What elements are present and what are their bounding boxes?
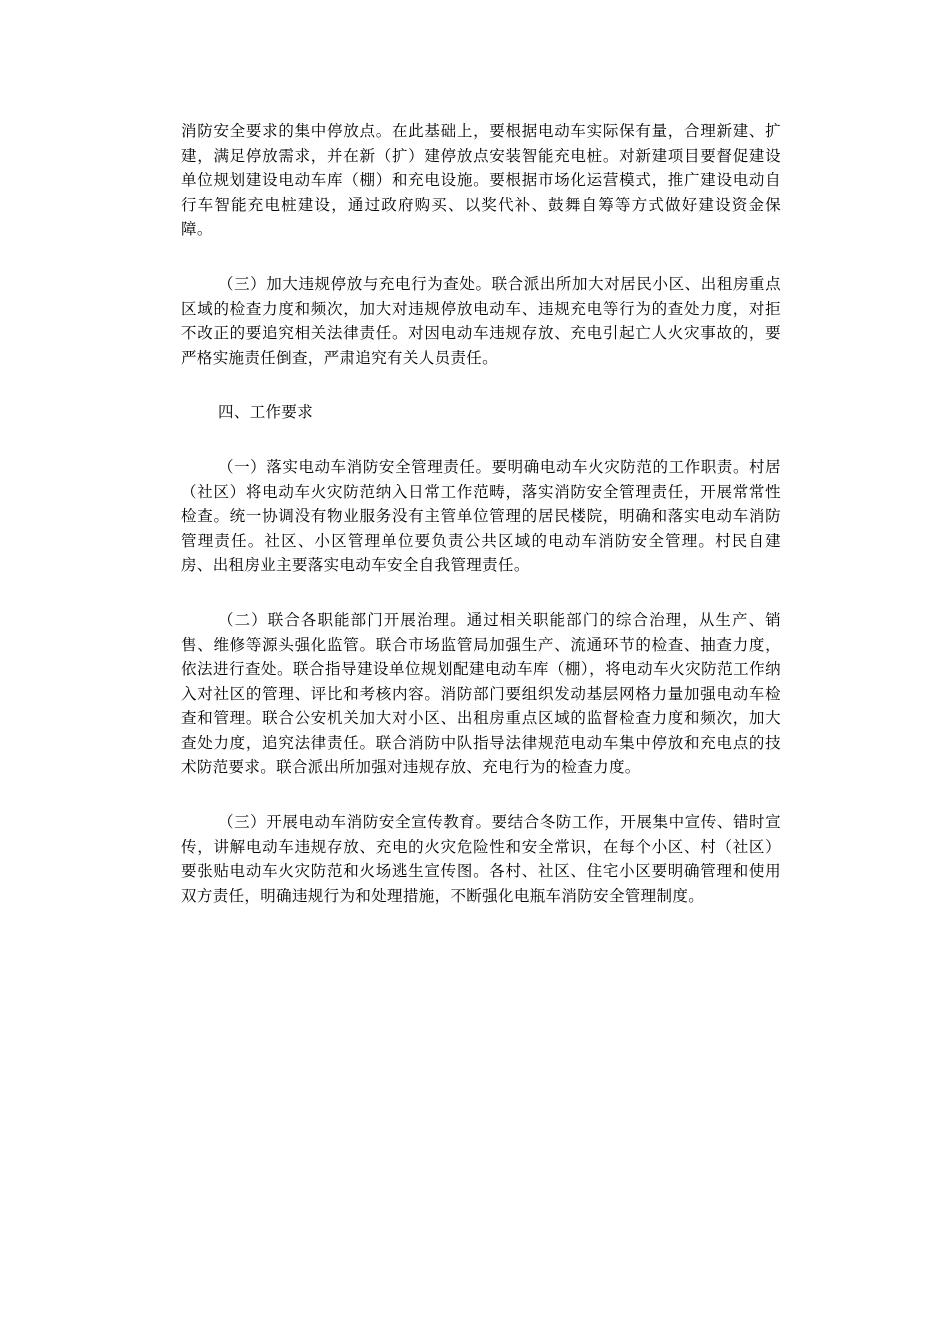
section-heading-work-requirements: 四、工作要求 bbox=[218, 403, 314, 422]
paragraph-management-responsibility: （一）落实电动车消防安全管理责任。要明确电动车火灾防范的工作职责。村居（社区）将电动车火灾防范纳入日常工作范畴，落实消防安全管理责任，开展常常性检查。统一协调没有物业服务没有主管单位管理的居民楼院，明确和落实电动车消防管理责任。社区、小区管理单位要负责公共区域的电动车消防安全管理。村民自建房、出租房业主要落实电动车安全自我管理责任。 bbox=[181, 457, 781, 575]
paragraph-safety-education: （三）开展电动车消防安全宣传教育。要结合冬防工作，开展集中宣传、错时宣传，讲解电动车违规存放、充电的火灾危险性和安全常识，在每个小区、村（社区）要张贴电动车火灾防范和火场逃生宣传图。各村、社区、住宅小区要明确管理和使用双方责任，明确违规行为和处理措施，不断强化电瓶车消防安全管理制度。 bbox=[181, 813, 781, 905]
paragraph-joint-governance: （二）联合各职能部门开展治理。通过相关职能部门的综合治理，从生产、销售、维修等源头强化监管。联合市场监管局加强生产、流通环节的检查、抽查力度，依法进行查处。联合指导建设单位规划配建电动车库（棚），将电动车火灾防范工作纳入对社区的管理、评比和考核内容。消防部门要组织发动基层网格力量加强电动车检查和管理。联合公安机关加大对小区、出租房重点区域的监督检查力度和频次，加大查处力度，追究法律责任。联合消防中队指导法律规范电动车集中停放和充电点的技术防范要求。联合派出所加强对违规存放、充电行为的检查力度。 bbox=[181, 610, 781, 777]
paragraph-parking-points: 消防安全要求的集中停放点。在此基础上，要根据电动车实际保有量，合理新建、扩建，满足停放需求，并在新（扩）建停放点安装智能充电桩。对新建项目要督促建设单位规划建设电动车库（棚）和充电设施。要根据市场化运营模式，推广建设电动自行车智能充电桩建设，通过政府购买、以奖代补、鼓舞自筹等方式做好建设资金保障。 bbox=[181, 122, 781, 239]
document-page bbox=[181, 119, 781, 938]
paragraph-violation-enforcement: （三）加大违规停放与充电行为查处。联合派出所加大对居民小区、出租房重点区域的检查力度和频次，加大对违规停放电动车、违规充电等行为的查处力度，对拒不改正的要追究相关法律责任。对因电动车违规存放、充电引起亡人火灾事故的，要严格实施责任倒查，严肃追究有关人员责任。 bbox=[181, 274, 781, 367]
